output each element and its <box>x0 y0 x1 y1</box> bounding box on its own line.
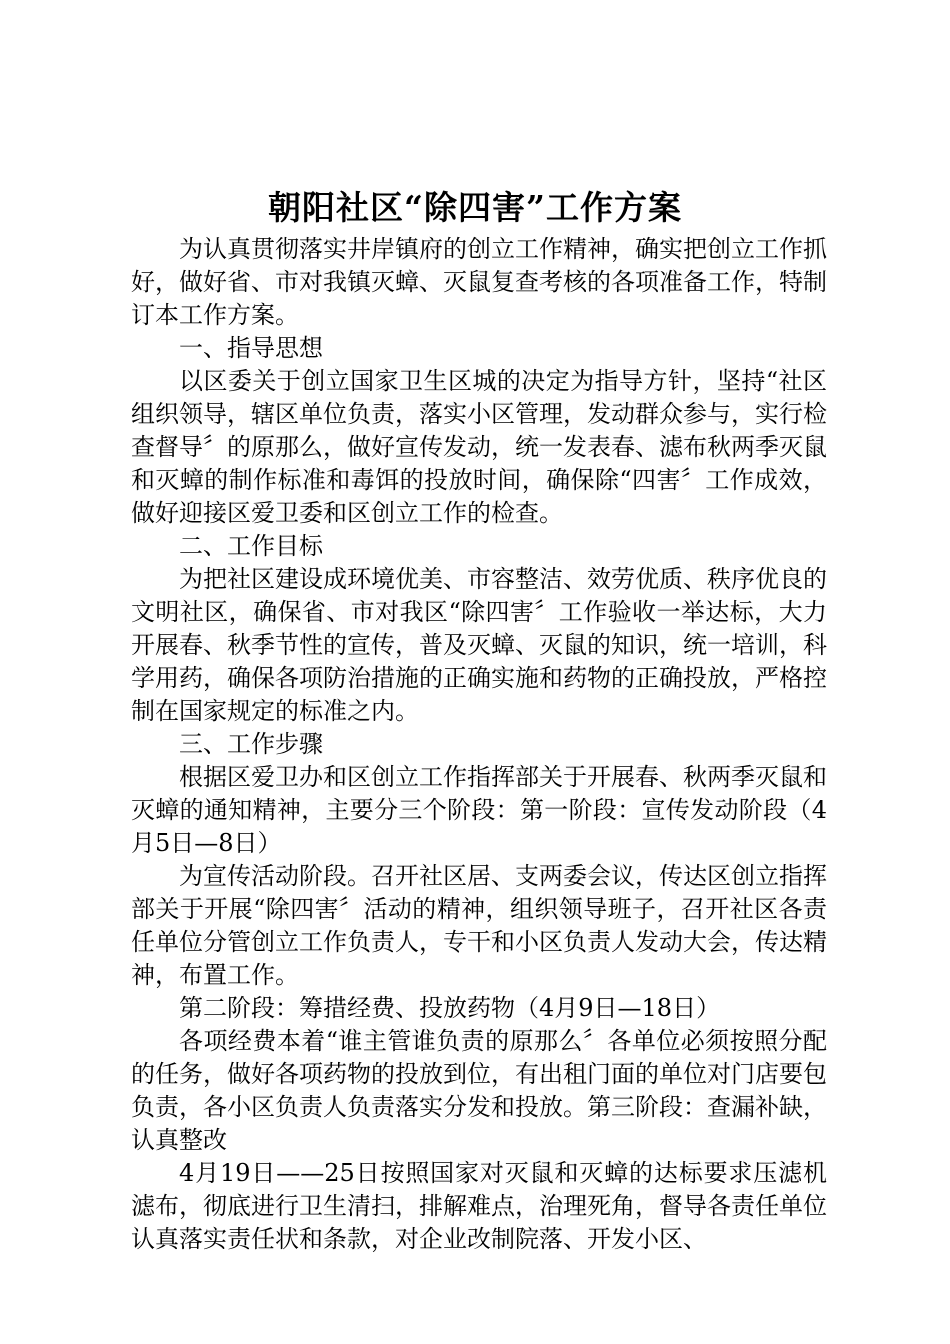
section-heading-work-steps: 三、工作步骤 <box>179 730 323 758</box>
paragraph-stage-two-heading: 第二阶段：筹措经费、投放药物（4月9日—18日） <box>179 994 721 1022</box>
paragraph-intro: 为认真贯彻落实井岸镇府的创立工作精神，确实把创立工作抓好，做好省、市对我镇灭蟑、灭鼠复查考核的各项准备工作，特制订本工作方案。 <box>131 235 827 329</box>
paragraph-stage-two: 各项经费本着“谁主管谁负责的原那么〞各单位必须按照分配的任务，做好各项药物的投放到位，有出租门面的单位对门店要包负责，各小区负责人负责落实分发和投放。第三阶段：查漏补缺，认真整改 <box>131 1027 827 1154</box>
section-heading-work-goals: 二、工作目标 <box>179 532 323 560</box>
document-title: 朝阳社区“除四害”工作方案 <box>268 188 682 227</box>
paragraph-work-steps: 根据区爱卫办和区创立工作指挥部关于开展春、秋两季灭鼠和灭蟑的通知精神，主要分三个阶段：第一阶段：宣传发动阶段（4月5日—8日） <box>131 763 827 857</box>
section-heading-guiding-thought: 一、指导思想 <box>179 334 323 362</box>
paragraph-stage-one: 为宣传活动阶段。召开社区居、支两委会议，传达区创立指挥部关于开展“除四害〞活动的精神，组织领导班子，召开社区各责任单位分管创立工作负责人，专干和小区负责人发动大会，传达精神，布置工作。 <box>131 862 827 989</box>
paragraph-guiding-thought: 以区委关于创立国家卫生区城的决定为指导方针，坚持“社区组织领导，辖区单位负责，落实小区管理，发动群众参与，实行检查督导〞的原那么，做好宣传发动，统一发表春、滤布秋两季灭鼠和灭蟑的制作标准和毒饵的投放时间，确保除“四害〞工作成效，做好迎接区爱卫委和区创立工作的检查。 <box>131 367 827 527</box>
paragraph-work-goals: 为把社区建设成环境优美、市容整洁、效劳优质、秩序优良的文明社区，确保省、市对我区“除四害〞工作验收一举达标，大力开展春、秋季节性的宣传，普及灭蟑、灭鼠的知识，统一培训，科学用药，确保各项防治措施的正确实施和药物的正确投放，严格控制在国家规定的标准之内。 <box>131 565 827 725</box>
document-body <box>131 233 827 1256</box>
paragraph-stage-three: 4月19日——25日按照国家对灭鼠和灭蟑的达标要求压滤机滤布，彻底进行卫生清扫，排解难点，治理死角，督导各责任单位认真落实责任状和条款，对企业改制院落、开发小区、 <box>131 1159 827 1253</box>
